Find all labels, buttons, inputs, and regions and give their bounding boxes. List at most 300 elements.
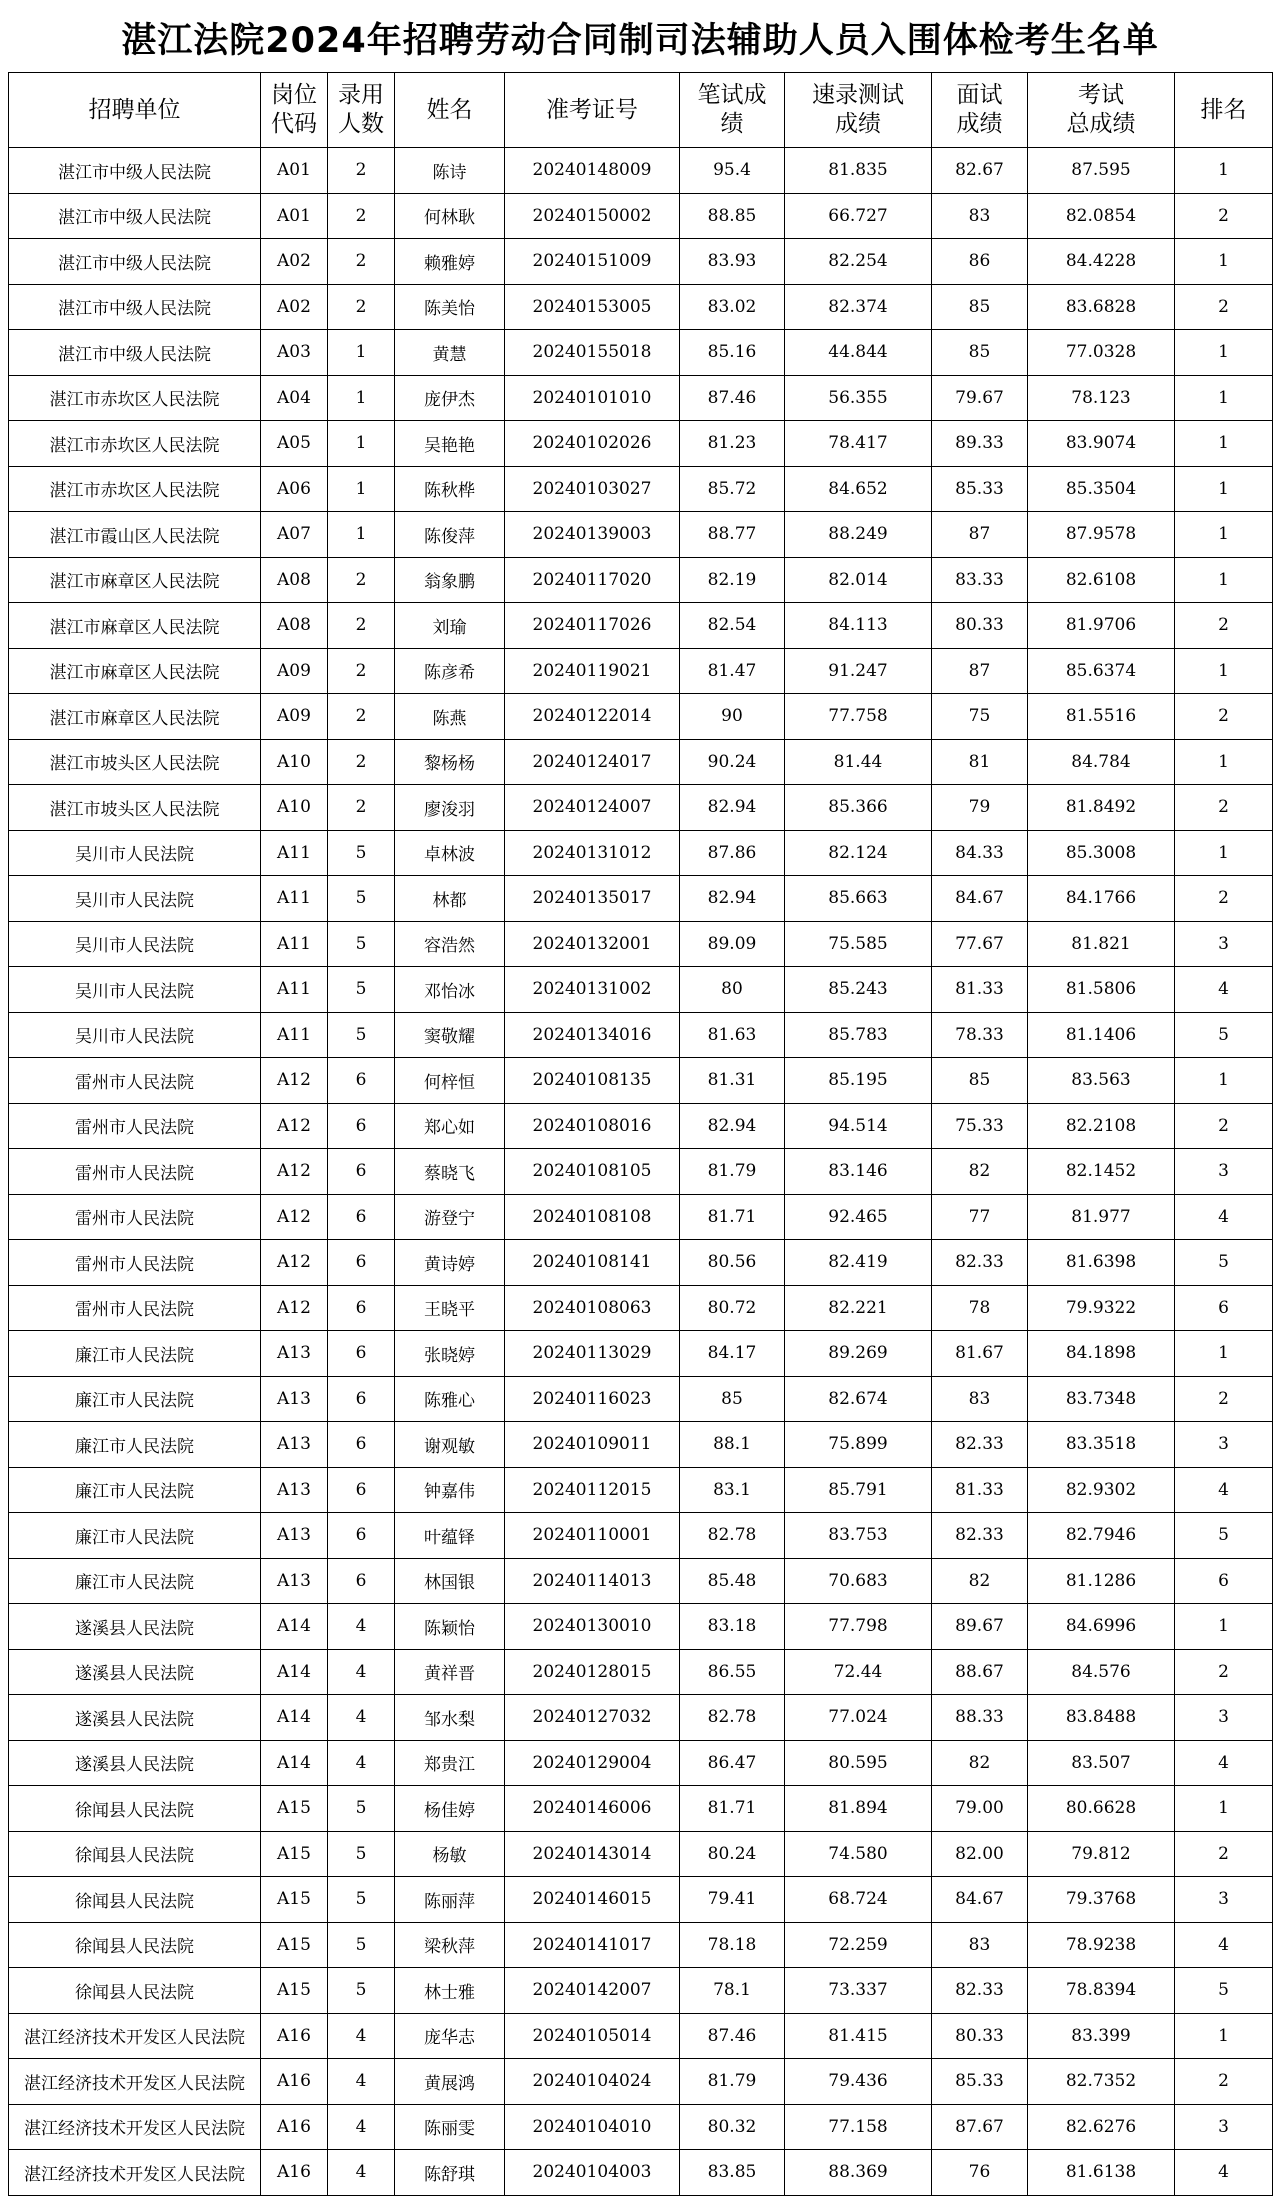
cell-rank: 6 [1175,1285,1273,1331]
cell-written: 82.54 [680,603,785,649]
cell-hire: 2 [328,785,395,831]
cell-rank: 1 [1175,330,1273,376]
cell-name: 陈诗 [395,148,505,194]
cell-code: A14 [261,1740,328,1786]
cell-interview: 85.33 [932,466,1028,512]
cell-written: 79.41 [680,1877,785,1923]
cell-rank: 4 [1175,967,1273,1013]
column-header-total [1028,73,1175,148]
cell-hire: 4 [328,1695,395,1741]
cell-interview: 89.33 [932,421,1028,467]
table-row [9,512,1273,558]
cell-interview: 79.67 [932,375,1028,421]
cell-rank: 2 [1175,1649,1273,1695]
cell-name: 黄慧 [395,330,505,376]
cell-written: 81.23 [680,421,785,467]
cell-typing: 92.465 [785,1194,932,1240]
cell-total: 83.9074 [1028,421,1175,467]
cell-written: 89.09 [680,921,785,967]
cell-total: 77.0328 [1028,330,1175,376]
table-row [9,1194,1273,1240]
cell-total: 83.6828 [1028,284,1175,330]
cell-written: 90 [680,694,785,740]
cell-rank: 3 [1175,1149,1273,1195]
cell-hire: 1 [328,466,395,512]
cell-unit: 雷州市人民法院 [9,1058,261,1104]
cell-interview: 86 [932,239,1028,285]
cell-code: A15 [261,1831,328,1877]
cell-interview: 88.67 [932,1649,1028,1695]
column-header-line: 成绩 [956,111,1003,137]
cell-exam_no: 20240116023 [505,1376,680,1422]
table-row [9,1149,1273,1195]
cell-interview: 76 [932,2150,1028,2196]
cell-hire: 6 [328,1558,395,1604]
cell-written: 82.78 [680,1513,785,1559]
cell-code: A15 [261,1786,328,1832]
cell-total: 78.123 [1028,375,1175,421]
cell-typing: 73.337 [785,1968,932,2014]
table-row [9,1103,1273,1149]
cell-code: A13 [261,1467,328,1513]
cell-code: A15 [261,1877,328,1923]
column-header-interview [932,73,1028,148]
cell-interview: 79 [932,785,1028,831]
cell-unit: 湛江市麻章区人民法院 [9,557,261,603]
column-header-code [261,73,328,148]
cell-rank: 6 [1175,1558,1273,1604]
cell-code: A15 [261,1922,328,1968]
cell-name: 陈雅心 [395,1376,505,1422]
cell-written: 82.94 [680,1103,785,1149]
cell-written: 83.18 [680,1604,785,1650]
cell-typing: 85.663 [785,876,932,922]
cell-typing: 82.124 [785,830,932,876]
cell-rank: 1 [1175,239,1273,285]
cell-exam_no: 20240132001 [505,921,680,967]
cell-hire: 4 [328,2150,395,2196]
cell-total: 81.821 [1028,921,1175,967]
cell-unit: 湛江市赤坎区人民法院 [9,466,261,512]
cell-total: 83.563 [1028,1058,1175,1104]
cell-written: 85.72 [680,466,785,512]
cell-name: 王晓平 [395,1285,505,1331]
cell-code: A12 [261,1194,328,1240]
cell-exam_no: 20240108135 [505,1058,680,1104]
cell-rank: 4 [1175,2150,1273,2196]
cell-name: 林国银 [395,1558,505,1604]
cell-hire: 1 [328,421,395,467]
cell-typing: 85.195 [785,1058,932,1104]
cell-typing: 72.259 [785,1922,932,1968]
cell-unit: 雷州市人民法院 [9,1149,261,1195]
table-row [9,1786,1273,1832]
table-row [9,2150,1273,2196]
table-row [9,466,1273,512]
table-row [9,1695,1273,1741]
cell-exam_no: 20240135017 [505,876,680,922]
table-header-row [9,73,1273,148]
table-row [9,1968,1273,2014]
cell-total: 81.5806 [1028,967,1175,1013]
cell-name: 赖雅婷 [395,239,505,285]
page-title: 湛江法院2024年招聘劳动合同制司法辅助人员入围体检考生名单 [121,21,1159,61]
table-row [9,2104,1273,2150]
table-row [9,1240,1273,1286]
cell-rank: 1 [1175,148,1273,194]
cell-rank: 1 [1175,421,1273,467]
cell-hire: 2 [328,557,395,603]
cell-written: 83.85 [680,2150,785,2196]
cell-written: 95.4 [680,148,785,194]
cell-written: 81.79 [680,1149,785,1195]
cell-name: 窦敬耀 [395,1012,505,1058]
cell-unit: 廉江市人民法院 [9,1558,261,1604]
cell-typing: 70.683 [785,1558,932,1604]
cell-rank: 2 [1175,193,1273,239]
cell-interview: 85.33 [932,2059,1028,2105]
column-header-line: 总成绩 [1066,111,1136,137]
cell-hire: 5 [328,1012,395,1058]
cell-unit: 吴川市人民法院 [9,921,261,967]
cell-written: 81.63 [680,1012,785,1058]
cell-rank: 3 [1175,1695,1273,1741]
cell-written: 90.24 [680,739,785,785]
cell-unit: 湛江市霞山区人民法院 [9,512,261,558]
table-row [9,2013,1273,2059]
cell-unit: 雷州市人民法院 [9,1194,261,1240]
cell-typing: 78.417 [785,421,932,467]
cell-exam_no: 20240129004 [505,1740,680,1786]
cell-written: 84.17 [680,1331,785,1377]
table-row [9,148,1273,194]
cell-unit: 遂溪县人民法院 [9,1604,261,1650]
cell-name: 黄诗婷 [395,1240,505,1286]
cell-written: 88.85 [680,193,785,239]
cell-written: 83.93 [680,239,785,285]
cell-hire: 5 [328,1968,395,2014]
cell-unit: 湛江经济技术开发区人民法院 [9,2059,261,2105]
cell-exam_no: 20240117020 [505,557,680,603]
cell-exam_no: 20240155018 [505,330,680,376]
cell-rank: 5 [1175,1240,1273,1286]
cell-total: 83.507 [1028,1740,1175,1786]
cell-interview: 84.33 [932,830,1028,876]
cell-interview: 77.67 [932,921,1028,967]
cell-exam_no: 20240117026 [505,603,680,649]
cell-code: A13 [261,1422,328,1468]
cell-typing: 82.221 [785,1285,932,1331]
cell-typing: 79.436 [785,2059,932,2105]
cell-exam_no: 20240103027 [505,466,680,512]
cell-name: 陈彦希 [395,648,505,694]
cell-exam_no: 20240143014 [505,1831,680,1877]
cell-code: A14 [261,1695,328,1741]
cell-hire: 4 [328,2104,395,2150]
cell-hire: 2 [328,284,395,330]
cell-name: 邓怡冰 [395,967,505,1013]
cell-unit: 遂溪县人民法院 [9,1649,261,1695]
cell-code: A10 [261,785,328,831]
cell-exam_no: 20240108108 [505,1194,680,1240]
cell-exam_no: 20240114013 [505,1558,680,1604]
cell-name: 陈舒琪 [395,2150,505,2196]
column-header-line: 绩 [720,111,744,137]
cell-typing: 77.798 [785,1604,932,1650]
cell-unit: 遂溪县人民法院 [9,1695,261,1741]
cell-total: 82.7352 [1028,2059,1175,2105]
cell-typing: 75.585 [785,921,932,967]
cell-unit: 湛江市赤坎区人民法院 [9,375,261,421]
cell-unit: 湛江市麻章区人民法院 [9,648,261,694]
cell-unit: 廉江市人民法院 [9,1331,261,1377]
table-row [9,239,1273,285]
cell-typing: 81.44 [785,739,932,785]
cell-total: 82.7946 [1028,1513,1175,1559]
cell-exam_no: 20240130010 [505,1604,680,1650]
cell-typing: 83.146 [785,1149,932,1195]
cell-interview: 79.00 [932,1786,1028,1832]
table-row [9,1604,1273,1650]
cell-rank: 2 [1175,603,1273,649]
cell-name: 陈丽雯 [395,2104,505,2150]
column-header-line: 代码 [271,111,317,137]
table-row [9,921,1273,967]
cell-code: A12 [261,1058,328,1104]
cell-hire: 4 [328,2059,395,2105]
cell-written: 81.47 [680,648,785,694]
cell-interview: 82 [932,1558,1028,1604]
cell-unit: 湛江经济技术开发区人民法院 [9,2150,261,2196]
cell-code: A12 [261,1240,328,1286]
cell-exam_no: 20240108016 [505,1103,680,1149]
cell-typing: 85.783 [785,1012,932,1058]
cell-typing: 77.024 [785,1695,932,1741]
cell-rank: 2 [1175,1376,1273,1422]
cell-rank: 3 [1175,1877,1273,1923]
cell-exam_no: 20240124017 [505,739,680,785]
cell-code: A12 [261,1149,328,1195]
cell-total: 83.399 [1028,2013,1175,2059]
cell-total: 83.8488 [1028,1695,1175,1741]
cell-hire: 6 [328,1422,395,1468]
cell-unit: 吴川市人民法院 [9,967,261,1013]
cell-typing: 85.791 [785,1467,932,1513]
table-row [9,1422,1273,1468]
cell-exam_no: 20240122014 [505,694,680,740]
table-row [9,1331,1273,1377]
cell-unit: 湛江经济技术开发区人民法院 [9,2104,261,2150]
cell-hire: 6 [328,1376,395,1422]
cell-code: A15 [261,1968,328,2014]
cell-hire: 1 [328,512,395,558]
cell-typing: 85.243 [785,967,932,1013]
cell-hire: 5 [328,830,395,876]
cell-written: 86.55 [680,1649,785,1695]
cell-unit: 湛江市中级人民法院 [9,239,261,285]
cell-typing: 66.727 [785,193,932,239]
cell-name: 林士雅 [395,1968,505,2014]
cell-name: 陈秋桦 [395,466,505,512]
cell-total: 83.7348 [1028,1376,1175,1422]
table-row [9,694,1273,740]
table-row [9,1285,1273,1331]
cell-interview: 75.33 [932,1103,1028,1149]
cell-rank: 5 [1175,1968,1273,2014]
cell-interview: 82.33 [932,1513,1028,1559]
cell-unit: 廉江市人民法院 [9,1513,261,1559]
cell-typing: 68.724 [785,1877,932,1923]
cell-exam_no: 20240108063 [505,1285,680,1331]
cell-total: 82.6108 [1028,557,1175,603]
table-row [9,739,1273,785]
cell-interview: 81.67 [932,1331,1028,1377]
cell-unit: 湛江经济技术开发区人民法院 [9,2013,261,2059]
cell-total: 85.3008 [1028,830,1175,876]
cell-written: 80.24 [680,1831,785,1877]
cell-rank: 4 [1175,1467,1273,1513]
cell-interview: 78.33 [932,1012,1028,1058]
cell-typing: 81.415 [785,2013,932,2059]
cell-interview: 83 [932,1376,1028,1422]
cell-typing: 82.674 [785,1376,932,1422]
cell-interview: 85 [932,1058,1028,1104]
cell-total: 84.4228 [1028,239,1175,285]
cell-rank: 1 [1175,1604,1273,1650]
table-row [9,1058,1273,1104]
cell-code: A11 [261,876,328,922]
cell-rank: 1 [1175,375,1273,421]
cell-exam_no: 20240112015 [505,1467,680,1513]
cell-rank: 1 [1175,2013,1273,2059]
cell-exam_no: 20240109011 [505,1422,680,1468]
cell-unit: 廉江市人民法院 [9,1422,261,1468]
cell-total: 78.8394 [1028,1968,1175,2014]
cell-interview: 80.33 [932,603,1028,649]
cell-name: 林都 [395,876,505,922]
cell-name: 翁象鹏 [395,557,505,603]
cell-interview: 85 [932,284,1028,330]
cell-interview: 81.33 [932,1467,1028,1513]
cell-name: 卓林波 [395,830,505,876]
cell-typing: 94.514 [785,1103,932,1149]
table-row [9,284,1273,330]
cell-name: 陈美怡 [395,284,505,330]
cell-exam_no: 20240108105 [505,1149,680,1195]
cell-exam_no: 20240142007 [505,1968,680,2014]
cell-hire: 1 [328,330,395,376]
cell-unit: 湛江市麻章区人民法院 [9,603,261,649]
cell-rank: 5 [1175,1012,1273,1058]
cell-rank: 3 [1175,1422,1273,1468]
cell-name: 陈颖怡 [395,1604,505,1650]
cell-hire: 2 [328,648,395,694]
cell-total: 82.2108 [1028,1103,1175,1149]
cell-exam_no: 20240128015 [505,1649,680,1695]
cell-total: 81.5516 [1028,694,1175,740]
cell-typing: 88.249 [785,512,932,558]
cell-exam_no: 20240113029 [505,1331,680,1377]
cell-typing: 56.355 [785,375,932,421]
cell-total: 83.3518 [1028,1422,1175,1468]
cell-unit: 徐闻县人民法院 [9,1922,261,1968]
cell-interview: 87.67 [932,2104,1028,2150]
cell-interview: 84.67 [932,876,1028,922]
table-row [9,1740,1273,1786]
cell-hire: 2 [328,603,395,649]
cell-written: 81.71 [680,1194,785,1240]
cell-unit: 湛江市坡头区人民法院 [9,785,261,831]
table-body [9,148,1273,2196]
cell-exam_no: 20240101010 [505,375,680,421]
cell-rank: 1 [1175,830,1273,876]
cell-code: A03 [261,330,328,376]
cell-written: 88.77 [680,512,785,558]
cell-total: 85.3504 [1028,466,1175,512]
cell-written: 85.16 [680,330,785,376]
cell-hire: 2 [328,148,395,194]
cell-total: 81.977 [1028,1194,1175,1240]
cell-total: 87.595 [1028,148,1175,194]
cell-typing: 85.366 [785,785,932,831]
cell-interview: 80.33 [932,2013,1028,2059]
cell-unit: 廉江市人民法院 [9,1376,261,1422]
column-header-line: 面试 [956,82,1003,108]
cell-typing: 91.247 [785,648,932,694]
cell-written: 80.32 [680,2104,785,2150]
cell-code: A09 [261,648,328,694]
column-header-name [395,73,505,148]
cell-name: 何梓恒 [395,1058,505,1104]
cell-name: 黄展鸿 [395,2059,505,2105]
cell-code: A01 [261,148,328,194]
column-header-typing [785,73,932,148]
cell-hire: 2 [328,193,395,239]
cell-name: 郑心如 [395,1103,505,1149]
cell-typing: 77.758 [785,694,932,740]
cell-exam_no: 20240150002 [505,193,680,239]
cell-total: 84.576 [1028,1649,1175,1695]
cell-written: 81.79 [680,2059,785,2105]
cell-written: 87.46 [680,375,785,421]
table-row [9,876,1273,922]
cell-hire: 4 [328,2013,395,2059]
cell-total: 79.9322 [1028,1285,1175,1331]
cell-rank: 2 [1175,694,1273,740]
cell-hire: 5 [328,1831,395,1877]
cell-hire: 4 [328,1649,395,1695]
cell-rank: 4 [1175,1194,1273,1240]
cell-hire: 6 [328,1513,395,1559]
cell-total: 81.1286 [1028,1558,1175,1604]
cell-code: A16 [261,2013,328,2059]
cell-rank: 2 [1175,1831,1273,1877]
cell-total: 82.9302 [1028,1467,1175,1513]
cell-interview: 82.33 [932,1422,1028,1468]
cell-written: 82.78 [680,1695,785,1741]
column-header-line: 录用 [338,82,384,108]
cell-code: A11 [261,967,328,1013]
cell-hire: 6 [328,1058,395,1104]
cell-code: A09 [261,694,328,740]
cell-rank: 1 [1175,466,1273,512]
cell-written: 83.1 [680,1467,785,1513]
cell-exam_no: 20240134016 [505,1012,680,1058]
cell-exam_no: 20240146015 [505,1877,680,1923]
cell-code: A02 [261,284,328,330]
cell-written: 82.94 [680,876,785,922]
cell-name: 容浩然 [395,921,505,967]
